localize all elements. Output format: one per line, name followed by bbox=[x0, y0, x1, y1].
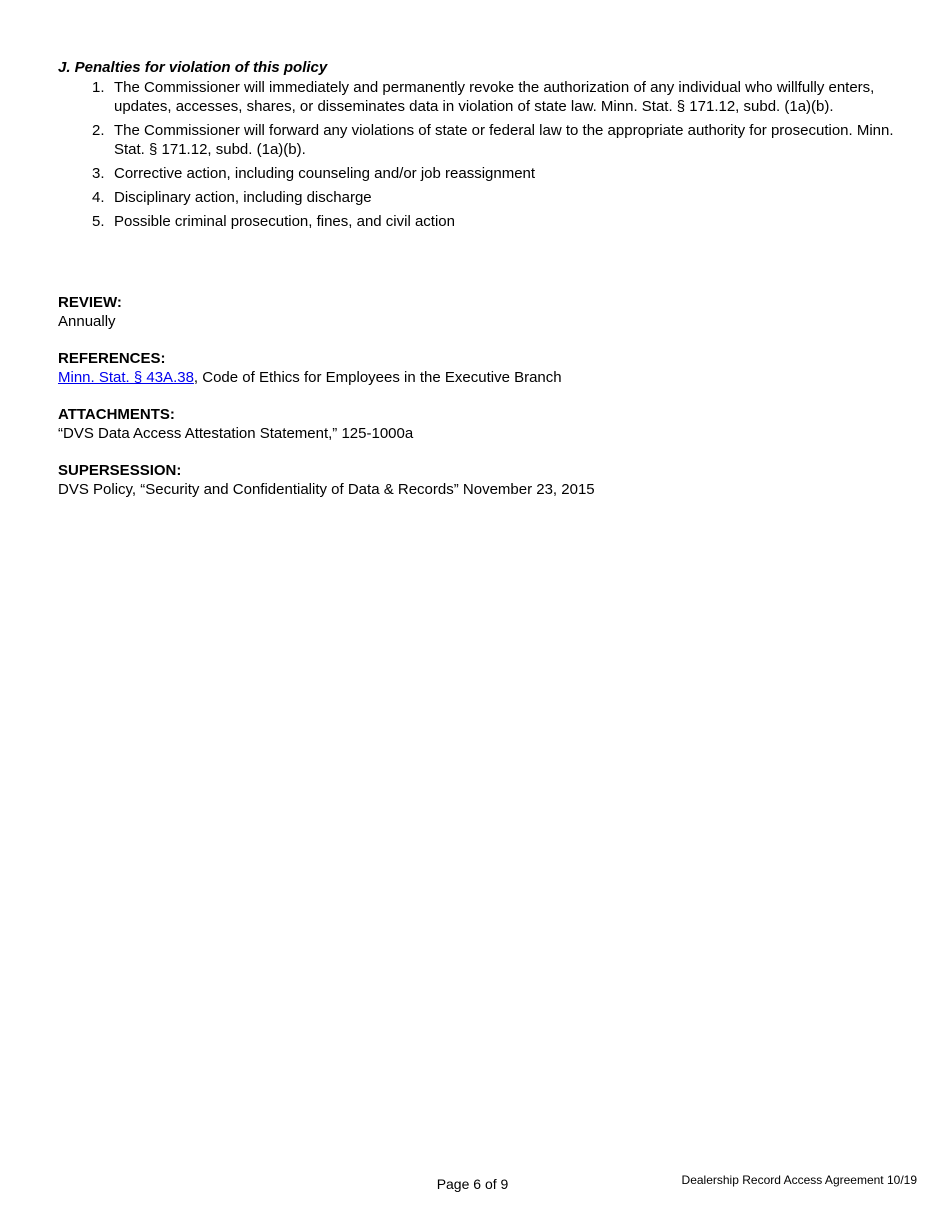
references-description: , Code of Ethics for Employees in the Executive Branch bbox=[193, 369, 562, 386]
list-item-number: 3. bbox=[92, 165, 105, 182]
supersession-value: DVS Policy, “Security and Confidentiality of Data & Records” November 23, 2015 bbox=[58, 481, 595, 498]
review-block bbox=[58, 293, 918, 331]
section-heading: J. Penalties for violation of this policy bbox=[58, 59, 328, 76]
statute-link[interactable]: Minn. Stat. § 43A.38 bbox=[58, 369, 194, 386]
supersession-block bbox=[58, 461, 918, 499]
list-item-number: 1. bbox=[92, 79, 105, 96]
page-number: Page 6 of 9 bbox=[436, 1176, 509, 1192]
list-item-number: 2. bbox=[92, 122, 105, 139]
attachments-label: ATTACHMENTS: bbox=[58, 406, 175, 423]
references-value bbox=[58, 368, 918, 387]
references-label: REFERENCES: bbox=[58, 350, 166, 367]
list-item-text: The Commissioner will forward any violations of state or federal law to the appropriate authority for prosecution. Minn. Stat. § 171.12, subd. (1a)(b). bbox=[114, 122, 894, 158]
list-item bbox=[58, 212, 918, 231]
penalty-list bbox=[58, 78, 918, 231]
list-item-text: Possible criminal prosecution, fines, and civil action bbox=[114, 213, 455, 230]
review-label: REVIEW: bbox=[58, 294, 122, 311]
list-item bbox=[58, 78, 918, 116]
review-value: Annually bbox=[58, 313, 116, 330]
list-item bbox=[58, 121, 918, 159]
list-item-text: Corrective action, including counseling and/or job reassignment bbox=[114, 165, 536, 182]
list-item bbox=[58, 164, 918, 183]
attachments-value: “DVS Data Access Attestation Statement,” 125-1000a bbox=[58, 425, 414, 442]
list-item-text: Disciplinary action, including discharge bbox=[114, 189, 372, 206]
list-item-number: 4. bbox=[92, 189, 105, 206]
references-block bbox=[58, 349, 918, 387]
list-item-text: The Commissioner will immediately and permanently revoke the authorization of any individual who willfully enters, updates, accesses, shares, or disseminates data in violation of state law. Minn. Stat. § 171.12, subd. (1a)(b). bbox=[114, 79, 875, 115]
list-item bbox=[58, 188, 918, 207]
list-item-number: 5. bbox=[92, 213, 105, 230]
attachments-block bbox=[58, 405, 918, 443]
supersession-label: SUPERSESSION: bbox=[58, 462, 182, 479]
document-footer: Dealership Record Access Agreement 10/19 bbox=[681, 1173, 917, 1187]
page-content bbox=[58, 58, 918, 499]
